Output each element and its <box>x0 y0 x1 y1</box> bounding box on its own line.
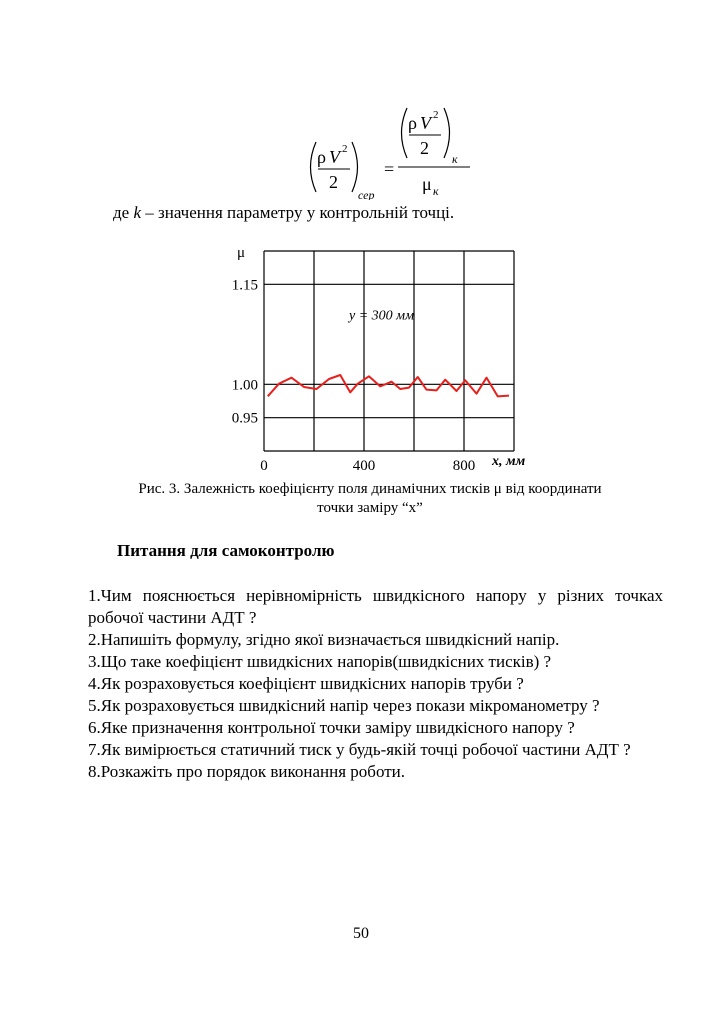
question-item: 2.Напишіть формулу, згідно якої визначається швидкісний напір. <box>88 630 560 649</box>
series-annotation: y = 300 мм <box>349 308 415 324</box>
rhs-v: V <box>420 113 431 133</box>
caption-line-1: Рис. 3. Залежність коефіцієнту поля динамічних тисків μ від координати <box>138 481 602 497</box>
lhs-v: V <box>329 147 340 167</box>
rhs-mu-sub: к <box>433 184 439 198</box>
lhs-sq: 2 <box>342 143 348 155</box>
where-text <box>113 203 454 223</box>
y-axis-label: μ <box>237 245 246 261</box>
questions-list <box>88 585 663 783</box>
series-line <box>268 375 509 396</box>
question-item: 1.Чим пояснюється нерівномірність швидкісного напору у різних точках робочої частини АДТ ? <box>88 586 663 627</box>
y-tick-label: 1.00 <box>231 377 258 394</box>
question-item: 6.Яке призначення контрольної точки заміру швидкісного напору ? <box>88 718 575 737</box>
rhs-sq: 2 <box>433 109 439 121</box>
lhs-rho: ρ <box>317 147 326 167</box>
x-axis-label: x, мм <box>492 454 526 469</box>
section-heading: Питання для самоконтролю <box>117 541 335 560</box>
chart <box>220 238 550 470</box>
x-tick-label: 800 <box>452 458 476 470</box>
rhs-paren-open <box>402 108 408 158</box>
equals-sign: = <box>384 159 395 179</box>
y-tick-label: 1.15 <box>231 277 258 294</box>
question-item: 4.Як розраховується коефіцієнт швидкісних напорів труби ? <box>88 674 524 693</box>
rhs-sub: к <box>452 152 458 166</box>
lhs-den: 2 <box>329 172 338 192</box>
where-k: k <box>133 203 141 222</box>
figure-caption <box>90 480 650 518</box>
where-rest: – значення параметру у контрольній точці. <box>141 203 455 222</box>
left-paren-close <box>352 142 358 192</box>
rhs-mu: μ <box>422 174 432 194</box>
caption-line-2: точки заміру “x” <box>317 500 423 516</box>
question-item: 5.Як розраховується швидкісний напір через покази мікроманометру ? <box>88 696 600 715</box>
x-tick-label: 400 <box>352 458 376 470</box>
rhs-rho: ρ <box>408 113 417 133</box>
x-tick-label: 0 <box>260 458 268 470</box>
formula <box>300 100 480 200</box>
page-number: 50 <box>353 925 369 942</box>
rhs-paren-close <box>444 108 450 158</box>
lhs-sub: сер <box>358 188 375 200</box>
question-item: 8.Розкажіть про порядок виконання роботи. <box>88 762 405 781</box>
question-item: 7.Як вимірюється статичний тиск у будь-якій точці робочої частини АДТ ? <box>88 740 631 759</box>
where-prefix: де <box>113 203 134 222</box>
y-tick-label: 0.95 <box>231 410 258 427</box>
rhs-den: 2 <box>420 138 429 158</box>
left-paren-open <box>311 142 317 192</box>
question-item: 3.Що таке коефіцієнт швидкісних напорів(швидкісних тисків) ? <box>88 652 552 671</box>
